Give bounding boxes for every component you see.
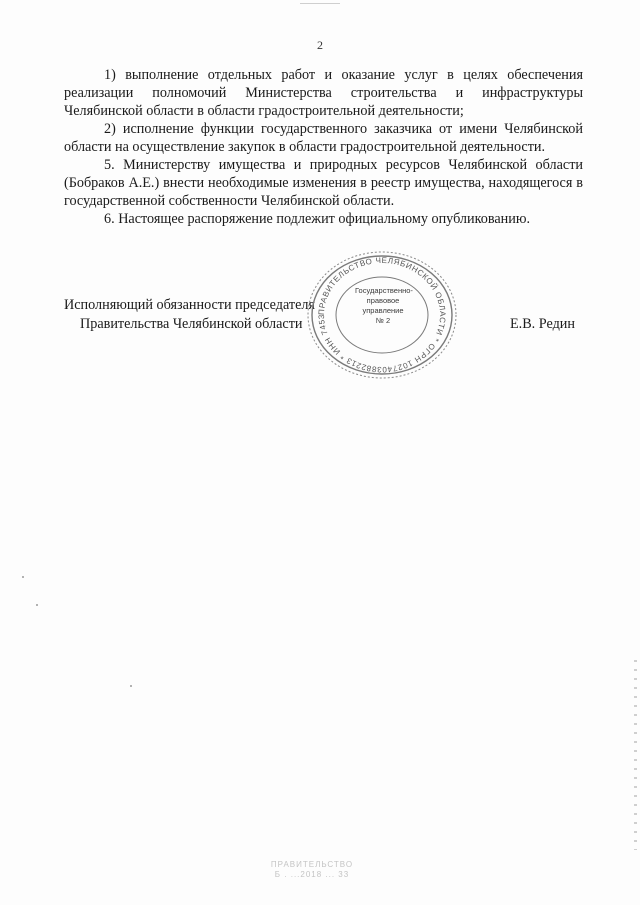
paragraph-point-6: 6. Настоящее распоряжение подлежит официальному опубликованию. — [104, 211, 531, 227]
scan-speck — [36, 604, 38, 606]
page-number: 2 — [317, 38, 323, 52]
scan-artifact — [300, 3, 340, 4]
paragraph-point-5: 5. Министерству имущества и природных ресурсов Челябинской области (Бобраков А.Е.) внести необходимые изменения в реестр имущества, находящегося в государственной собственности Челябинской области. — [64, 157, 583, 209]
scan-edge-artifact — [634, 660, 637, 850]
stamp-inner-text — [355, 286, 411, 326]
stamp-inner-line3: управление — [362, 306, 404, 315]
footer-line2: Б . ...2018 ... 33 — [274, 870, 350, 879]
official-stamp — [303, 250, 461, 380]
signatory-title-line2: Правительства Челябинской области — [80, 316, 303, 332]
stamp-inner-line1: Государственно- — [355, 286, 413, 295]
stamp-inner-line4: № 2 — [375, 316, 391, 325]
document-body — [64, 66, 583, 228]
paragraph-item-2: 2) исполнение функции государственного заказчика от имени Челябинской области на осуществление закупок в области градостроительной деятельности. — [64, 121, 583, 155]
footer-line1: ПРАВИТЕЛЬСТВО — [270, 860, 354, 869]
scan-speck — [22, 576, 24, 578]
signatory-name: Е.В. Редин — [510, 316, 575, 332]
footer-registration-mark — [242, 860, 382, 880]
signatory-title-line1: Исполняющий обязанности председателя — [64, 297, 315, 313]
scan-speck — [130, 685, 132, 687]
stamp-outer-text: ПРАВИТЕЛЬСТВО ЧЕЛЯБИНСКОЙ ОБЛАСТИ * ОГРН 1027403882213 * ИНН 7453 — [316, 255, 448, 375]
stamp-inner-line2: правовое — [366, 296, 400, 305]
paragraph-item-1: 1) выполнение отдельных работ и оказание услуг в целях обеспечения реализации полномочий Министерства строительства и инфраструктуры Челябинской области в области градостроительной деятельности; — [64, 67, 583, 119]
